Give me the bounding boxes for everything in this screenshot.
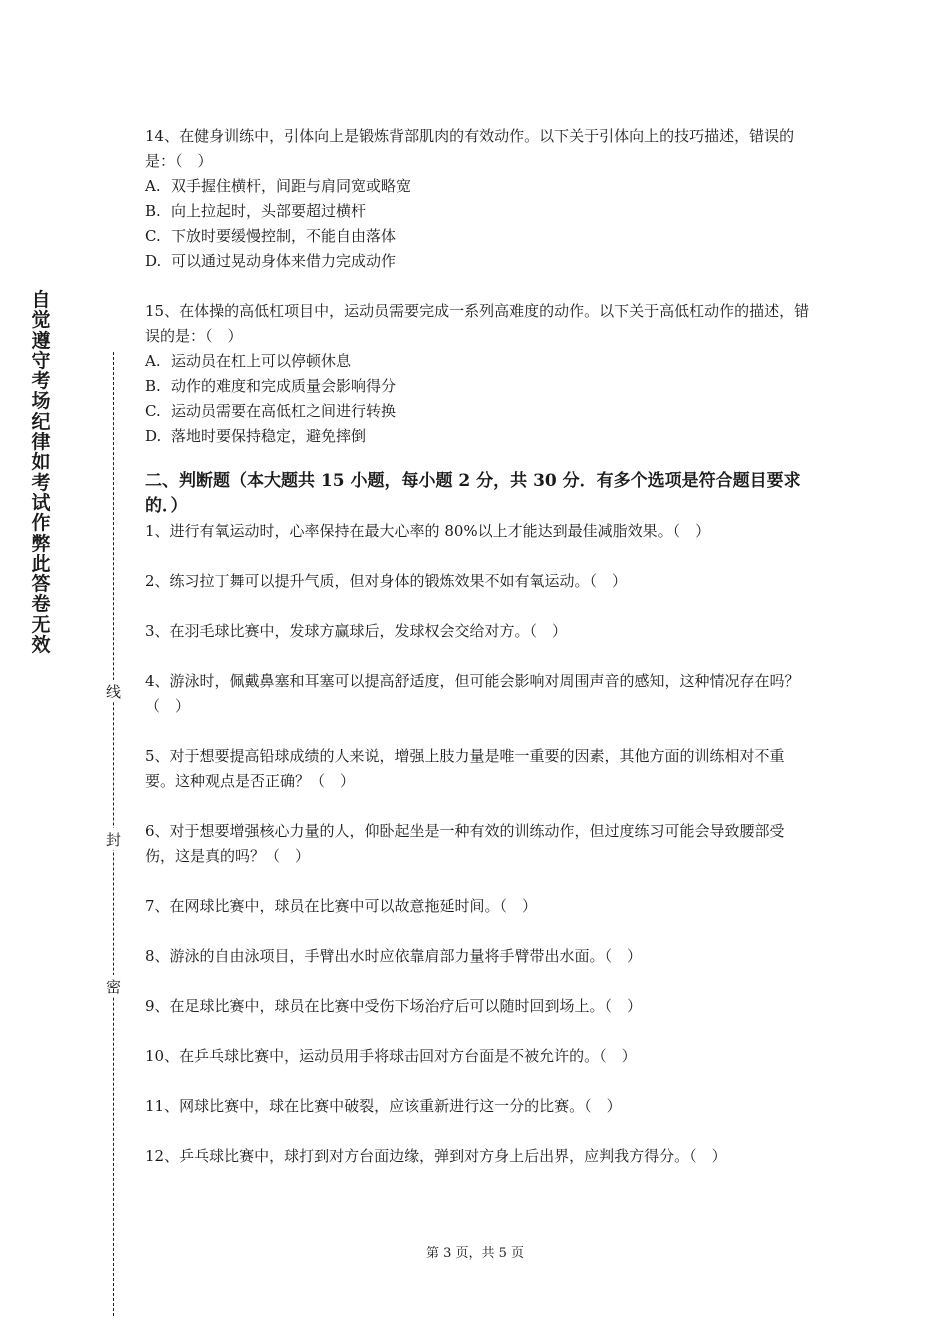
option-c	[145, 224, 810, 249]
exam-content	[145, 124, 810, 1194]
option-text: 落地时要保持稳定，避免摔倒	[171, 427, 367, 445]
option-b	[145, 374, 810, 399]
judge-item-8: 8、游泳的自由泳项目，手臂出水时应依靠肩部力量将手臂带出水面。（ ）	[145, 947, 643, 965]
judge-item-12: 12、乒乓球比赛中，球打到对方台面边缘，弹到对方身上后出界，应判我方得分。（ ）	[145, 1147, 727, 1165]
question-14	[145, 124, 810, 274]
option-letter: B.	[145, 377, 161, 395]
option-b	[145, 199, 810, 224]
binding-label-seal: 封	[104, 828, 124, 850]
judge-item-1: 1、进行有氧运动时，心率保持在最大心率的 80%以上才能达到最佳减脂效果。（ ）	[145, 522, 711, 540]
option-letter: C.	[145, 402, 161, 420]
exam-discipline-notice: 自觉遵守考场纪律如考试作弊此答卷无效	[31, 289, 51, 657]
judge-item-5: 5、对于想要提高铅球成绩的人来说，增强上肢力量是唯一重要的因素，其他方面的训练相对不重要。这种观点是否正确？（ ）	[145, 747, 785, 790]
binding-label-line: 线	[104, 680, 124, 702]
option-text: 下放时要缓慢控制，不能自由落体	[171, 227, 397, 245]
option-a	[145, 174, 810, 199]
option-d	[145, 249, 810, 274]
judge-item-4: 4、游泳时，佩戴鼻塞和耳塞可以提高舒适度，但可能会影响对周围声音的感知，这种情况存在吗？（ ）	[145, 672, 800, 715]
option-letter: A.	[145, 177, 161, 195]
option-d	[145, 424, 810, 449]
option-text: 动作的难度和完成质量会影响得分	[171, 377, 397, 395]
option-text: 运动员在杠上可以停顿休息	[171, 352, 352, 370]
option-c	[145, 399, 810, 424]
judge-item-6: 6、对于想要增强核心力量的人，仰卧起坐是一种有效的训练动作，但过度练习可能会导致腰部受伤，这是真的吗？（ ）	[145, 822, 785, 865]
option-letter: B.	[145, 202, 161, 220]
option-letter: C.	[145, 227, 161, 245]
option-text: 向上拉起时，头部要超过横杆	[171, 202, 367, 220]
page-number: 第 3 页，共 5 页	[425, 1246, 525, 1261]
option-text: 运动员需要在高低杠之间进行转换	[171, 402, 397, 420]
judge-item-2: 2、练习拉丁舞可以提升气质，但对身体的锻炼效果不如有氧运动。（ ）	[145, 572, 628, 590]
judge-item-9: 9、在足球比赛中，球员在比赛中受伤下场治疗后可以随时回到场上。（ ）	[145, 997, 643, 1015]
question-stem: 14、在健身训练中，引体向上是锻炼背部肌肉的有效动作。以下关于引体向上的技巧描述，错误的是：（ ）	[145, 127, 795, 170]
section-title-true-false: 二、判断题（本大题共 15 小题，每小题 2 分，共 30 分．有多个选项是符合题目要求的．）	[145, 471, 801, 516]
option-letter: A.	[145, 352, 161, 370]
option-a	[145, 349, 810, 374]
option-letter: D.	[145, 427, 162, 445]
question-15	[145, 299, 810, 449]
judge-item-10: 10、在乒乓球比赛中，运动员用手将球击回对方台面是不被允许的。（ ）	[145, 1047, 637, 1065]
option-text: 双手握住横杆，间距与肩同宽或略宽	[171, 177, 412, 195]
question-stem: 15、在体操的高低杠项目中，运动员需要完成一系列高难度的动作。以下关于高低杠动作的描述，错误的是：（ ）	[145, 302, 810, 345]
option-letter: D.	[145, 252, 162, 270]
judge-item-7: 7、在网球比赛中，球员在比赛中可以故意拖延时间。（ ）	[145, 897, 538, 915]
option-text: 可以通过晃动身体来借力完成动作	[171, 252, 397, 270]
judge-item-11: 11、网球比赛中，球在比赛中破裂，应该重新进行这一分的比赛。（ ）	[145, 1097, 622, 1115]
binding-label-secret: 密	[104, 975, 124, 997]
judge-item-3: 3、在羽毛球比赛中，发球方赢球后，发球权会交给对方。（ ）	[145, 622, 568, 640]
